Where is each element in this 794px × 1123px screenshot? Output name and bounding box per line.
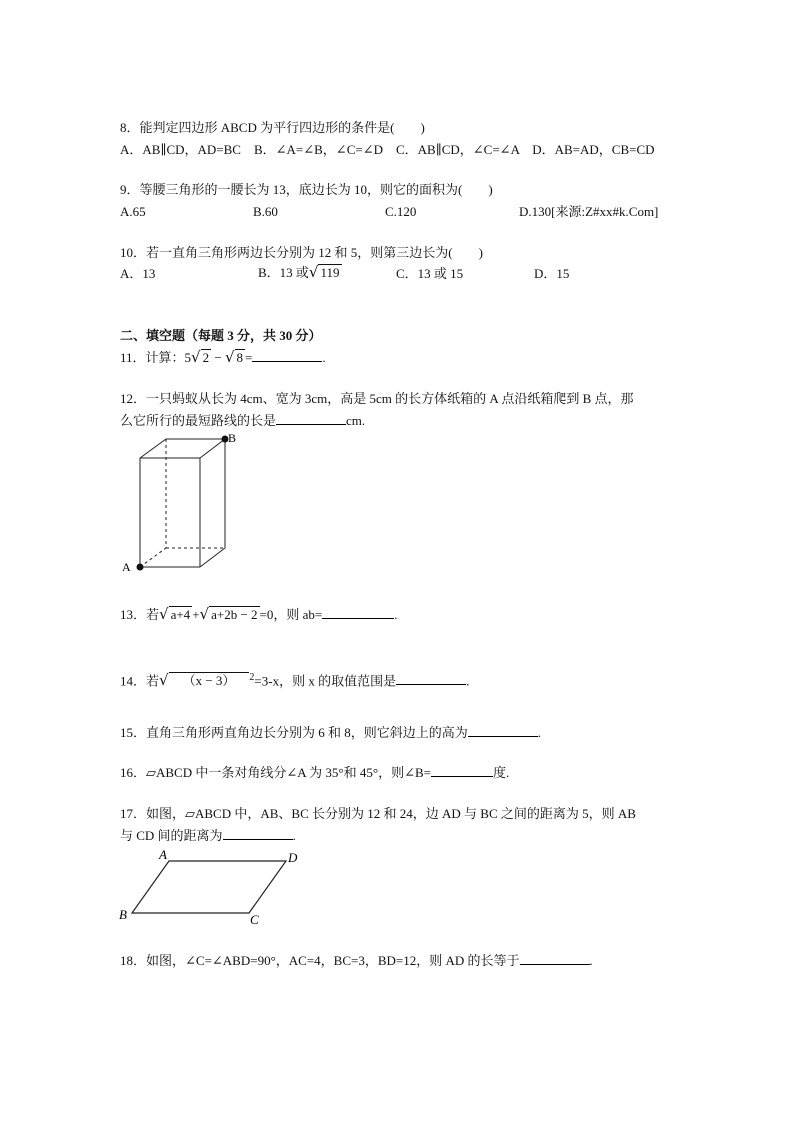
- answer-blank[interactable]: [520, 952, 590, 965]
- sqrt-symbol: √ 119: [308, 263, 340, 281]
- question-18-text: 18．如图，∠C=∠ABD=90°，AC=4，BC=3，BD=12，则 AD 的长等于: [120, 953, 520, 968]
- period: .: [292, 828, 296, 843]
- label-a: A: [159, 847, 167, 862]
- sqrt-symbol: √ 8: [224, 348, 243, 366]
- sqrt-symbol: √ a+4: [159, 605, 191, 623]
- period: .: [466, 673, 470, 689]
- radicand: a+2b − 2: [211, 607, 258, 622]
- question-18: [120, 952, 593, 969]
- question-14: [120, 670, 469, 689]
- answer-blank[interactable]: [396, 672, 466, 685]
- question-15-text: 15．直角三角形两直角边长分别为 6 和 8，则它斜边上的高为: [120, 725, 468, 740]
- question-17-line-1: 17．如图，▱ABCD 中，AB、BC 长分别为 12 和 24，边 AD 与 BC 之间的距离为 5，则 AB: [120, 806, 636, 821]
- radicand: （x − 3）: [169, 672, 250, 688]
- question-9-option-b: B.60: [253, 204, 278, 219]
- label-d: D: [288, 850, 298, 865]
- answer-blank[interactable]: [223, 827, 293, 840]
- unit-label: cm.: [346, 413, 366, 428]
- answer-blank[interactable]: [252, 349, 322, 362]
- question-9-option-d: D.130[来源:Z#xx#k.Com]: [519, 204, 659, 219]
- question-17-line-2: [120, 827, 296, 844]
- question-12-line-2: [120, 412, 365, 429]
- question-10-option-b: [258, 264, 342, 281]
- question-14-prefix: 14．若: [120, 673, 160, 689]
- question-9-option-c: C.120: [385, 204, 417, 219]
- question-13: [120, 606, 397, 623]
- period: .: [589, 953, 593, 968]
- minus-sign: −: [211, 350, 225, 365]
- plus-sign: +: [192, 607, 200, 622]
- radicand: 119: [320, 265, 340, 280]
- answer-blank[interactable]: [468, 724, 538, 737]
- cuboid-figure: [110, 428, 250, 578]
- edge: [200, 439, 225, 458]
- question-10-stem: 10．若一直角三角形两边长分别为 12 和 5，则第三边长为( ): [120, 245, 483, 260]
- edge: [200, 548, 225, 567]
- question-11: [120, 349, 326, 366]
- question-15: [120, 724, 541, 741]
- label-a: A: [122, 560, 131, 574]
- question-8-options: A．AB∥CD，AD=BC B．∠A=∠B，∠C=∠D C．AB∥CD，∠C=∠A D．AB=AD，CB=CD: [120, 142, 655, 157]
- period: .: [537, 725, 542, 740]
- question-11-prefix: 11．计算：5: [120, 350, 192, 365]
- radicand: 8: [236, 350, 243, 365]
- question-16: [120, 764, 509, 781]
- question-10-option-b-text: B．13 或: [258, 265, 309, 280]
- sqrt-symbol: √ a+2b − 2: [199, 605, 258, 623]
- answer-blank[interactable]: [322, 606, 394, 619]
- section-title: 二、填空题（每题 3 分，共 30 分）: [120, 328, 322, 343]
- parallelogram-shape: [132, 861, 286, 913]
- radicand: 2: [202, 350, 210, 365]
- question-8-stem: 8．能判定四边形 ABCD 为平行四边形的条件是( ): [120, 120, 425, 135]
- label-c: C: [250, 912, 259, 926]
- question-10-option-a: A．13: [120, 266, 156, 281]
- sqrt-symbol: √ 2: [191, 348, 210, 366]
- question-13-prefix: 13．若: [120, 607, 160, 622]
- question-14-text: =3-x，则 x 的取值范围是: [254, 673, 397, 689]
- question-12-text: 么它所行的最短路线的长是: [120, 413, 277, 428]
- question-10-option-d: D．15: [534, 266, 570, 281]
- edge: [140, 439, 166, 458]
- sqrt-symbol: √ （x − 3）: [159, 672, 249, 689]
- answer-blank[interactable]: [431, 764, 493, 777]
- point-a: [137, 564, 144, 571]
- period: .: [394, 607, 398, 622]
- question-17-text: 与 CD 间的距离为: [120, 828, 223, 843]
- degree-unit: 度.: [492, 765, 510, 780]
- answer-blank[interactable]: [276, 412, 346, 425]
- question-9-option-a: A.65: [120, 204, 146, 219]
- hidden-edge: [140, 548, 166, 567]
- question-16-text: 16．▱ABCD 中一条对角线分∠A 为 35°和 45°，则∠B=: [120, 765, 431, 780]
- parallelogram-figure: [114, 846, 314, 926]
- equals-sign: =: [245, 350, 253, 365]
- question-10-option-c: C．13 或 15: [396, 266, 464, 281]
- exponent: 2: [249, 672, 255, 683]
- period: .: [322, 350, 326, 365]
- question-13-text: =0，则 ab=: [259, 607, 323, 622]
- label-b: B: [228, 431, 237, 445]
- question-12-line-1: 12．一只蚂蚁从长为 4cm、宽为 3cm，高是 5cm 的长方体纸箱的 A 点沿纸箱爬到 B 点，那: [120, 391, 634, 406]
- question-9-stem: 9．等腰三角形的一腰长为 13，底边长为 10，则它的面积为( ): [120, 182, 493, 197]
- label-b: B: [119, 907, 127, 922]
- radicand: a+4: [170, 607, 191, 622]
